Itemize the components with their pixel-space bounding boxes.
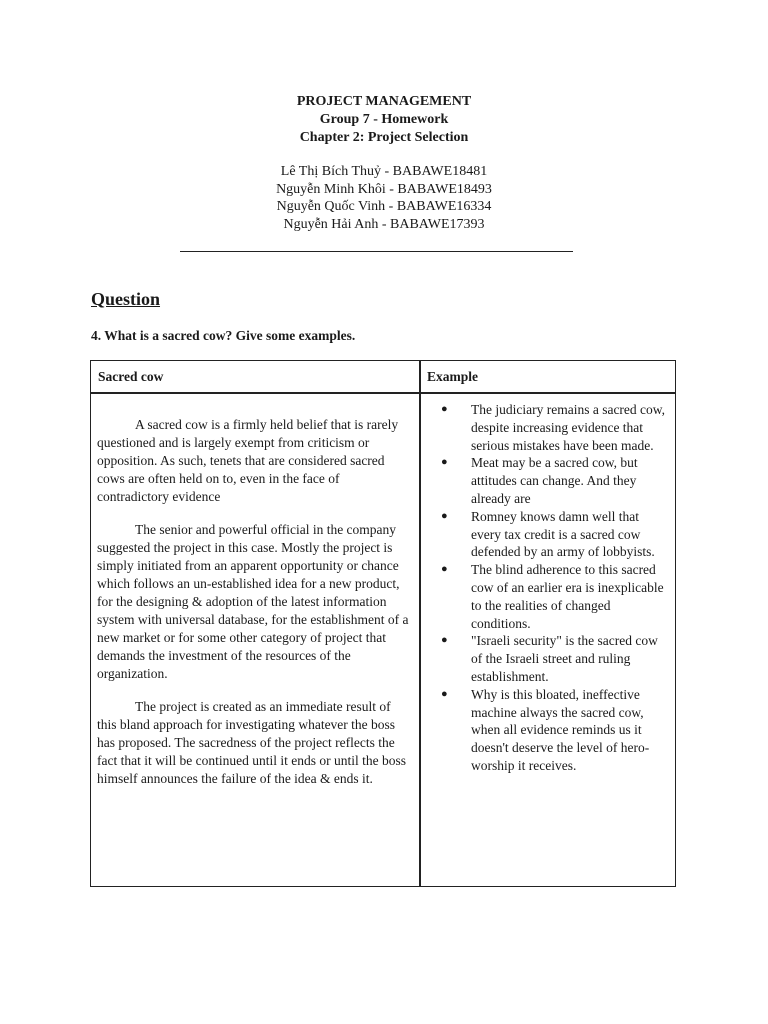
course-title: PROJECT MANAGEMENT [296, 94, 472, 109]
list-item [441, 561, 671, 632]
group-homework-title: Group 7 - Homework [319, 112, 449, 127]
example-text: The blind adherence to this sacred cow of an earlier era is inexplicable to the realities of changed conditions. [471, 562, 664, 631]
bullet-icon: ● [441, 403, 448, 415]
list-item [441, 632, 671, 685]
member-list [0, 163, 768, 233]
example-text: "Israeli security" is the sacred cow of the Israeli street and ruling establishment. [471, 633, 658, 684]
member-name: Nguyễn Minh Khôi - BABAWE18493 [276, 181, 492, 197]
bullet-icon: ● [441, 687, 448, 700]
member-name: Nguyễn Quốc Vinh - BABAWE16334 [276, 199, 492, 214]
example-text: Romney knows damn well that every tax credit is a sacred cow defended by an army of lobbyists. [471, 508, 655, 560]
bullet-icon: ● [441, 634, 448, 647]
definition-paragraph: The senior and powerful official in the company suggested the project in this case. Mostly the project is simply initiated from an apparent opportunity or chance which follows an un-established idea for a new product, for the designing & adoption of the latest information system with universal database, for the establishment of a new market or for some other category of project that demands the investment of the resources of the organization. [97, 522, 409, 681]
example-text: Meat may be a sacred cow, but attitudes can change. And they already are [471, 455, 638, 506]
header-divider [180, 251, 573, 252]
table-row-divider [91, 392, 675, 394]
bullet-icon: ● [441, 563, 448, 576]
list-item [441, 686, 671, 775]
bullet-icon: ● [441, 456, 448, 469]
list-item [441, 401, 671, 454]
sacred-cow-table [90, 360, 676, 887]
member-name: Nguyễn Hải Anh - BABAWE17393 [283, 216, 485, 232]
example-text: Why is this bloated, ineffective machine always the sacred cow, when all evidence reminds us it doesn't deserve the level of hero-worship it receives. [471, 686, 650, 773]
definition-paragraph: The project is created as an immediate result of this bland approach for investigating whatever the boss has proposed. The sacredness of the project reflects the fact that it will be continued until it ends or until the boss himself announces the failure of the idea & ends it. [97, 699, 406, 786]
definition-paragraph: A sacred cow is a firmly held belief that is rarely questioned and is largely exempt from criticism or opposition. As such, tenets that are considered sacred cows are often held on to, even in the face of contradictory evidence [97, 417, 399, 504]
document-header [0, 93, 768, 147]
example-text: The judiciary remains a sacred cow, despite increasing evidence that serious mistakes have been made. [471, 402, 666, 453]
list-item [441, 454, 671, 507]
chapter-title: Chapter 2: Project Selection [299, 130, 469, 145]
table-header-example: Example [427, 369, 479, 384]
examples-cell [441, 401, 671, 775]
list-item [441, 508, 671, 561]
question-heading: Question [91, 289, 161, 309]
table-column-divider [419, 361, 421, 886]
bullet-icon: ● [441, 509, 448, 522]
question-text: 4. What is a sacred cow? Give some examples. [91, 328, 356, 343]
examples-list [441, 401, 671, 775]
member-name: Lê Thị Bích Thuỷ - BABAWE18481 [280, 164, 488, 179]
table-header-sacred-cow: Sacred cow [98, 369, 164, 384]
definition-cell [97, 416, 413, 803]
